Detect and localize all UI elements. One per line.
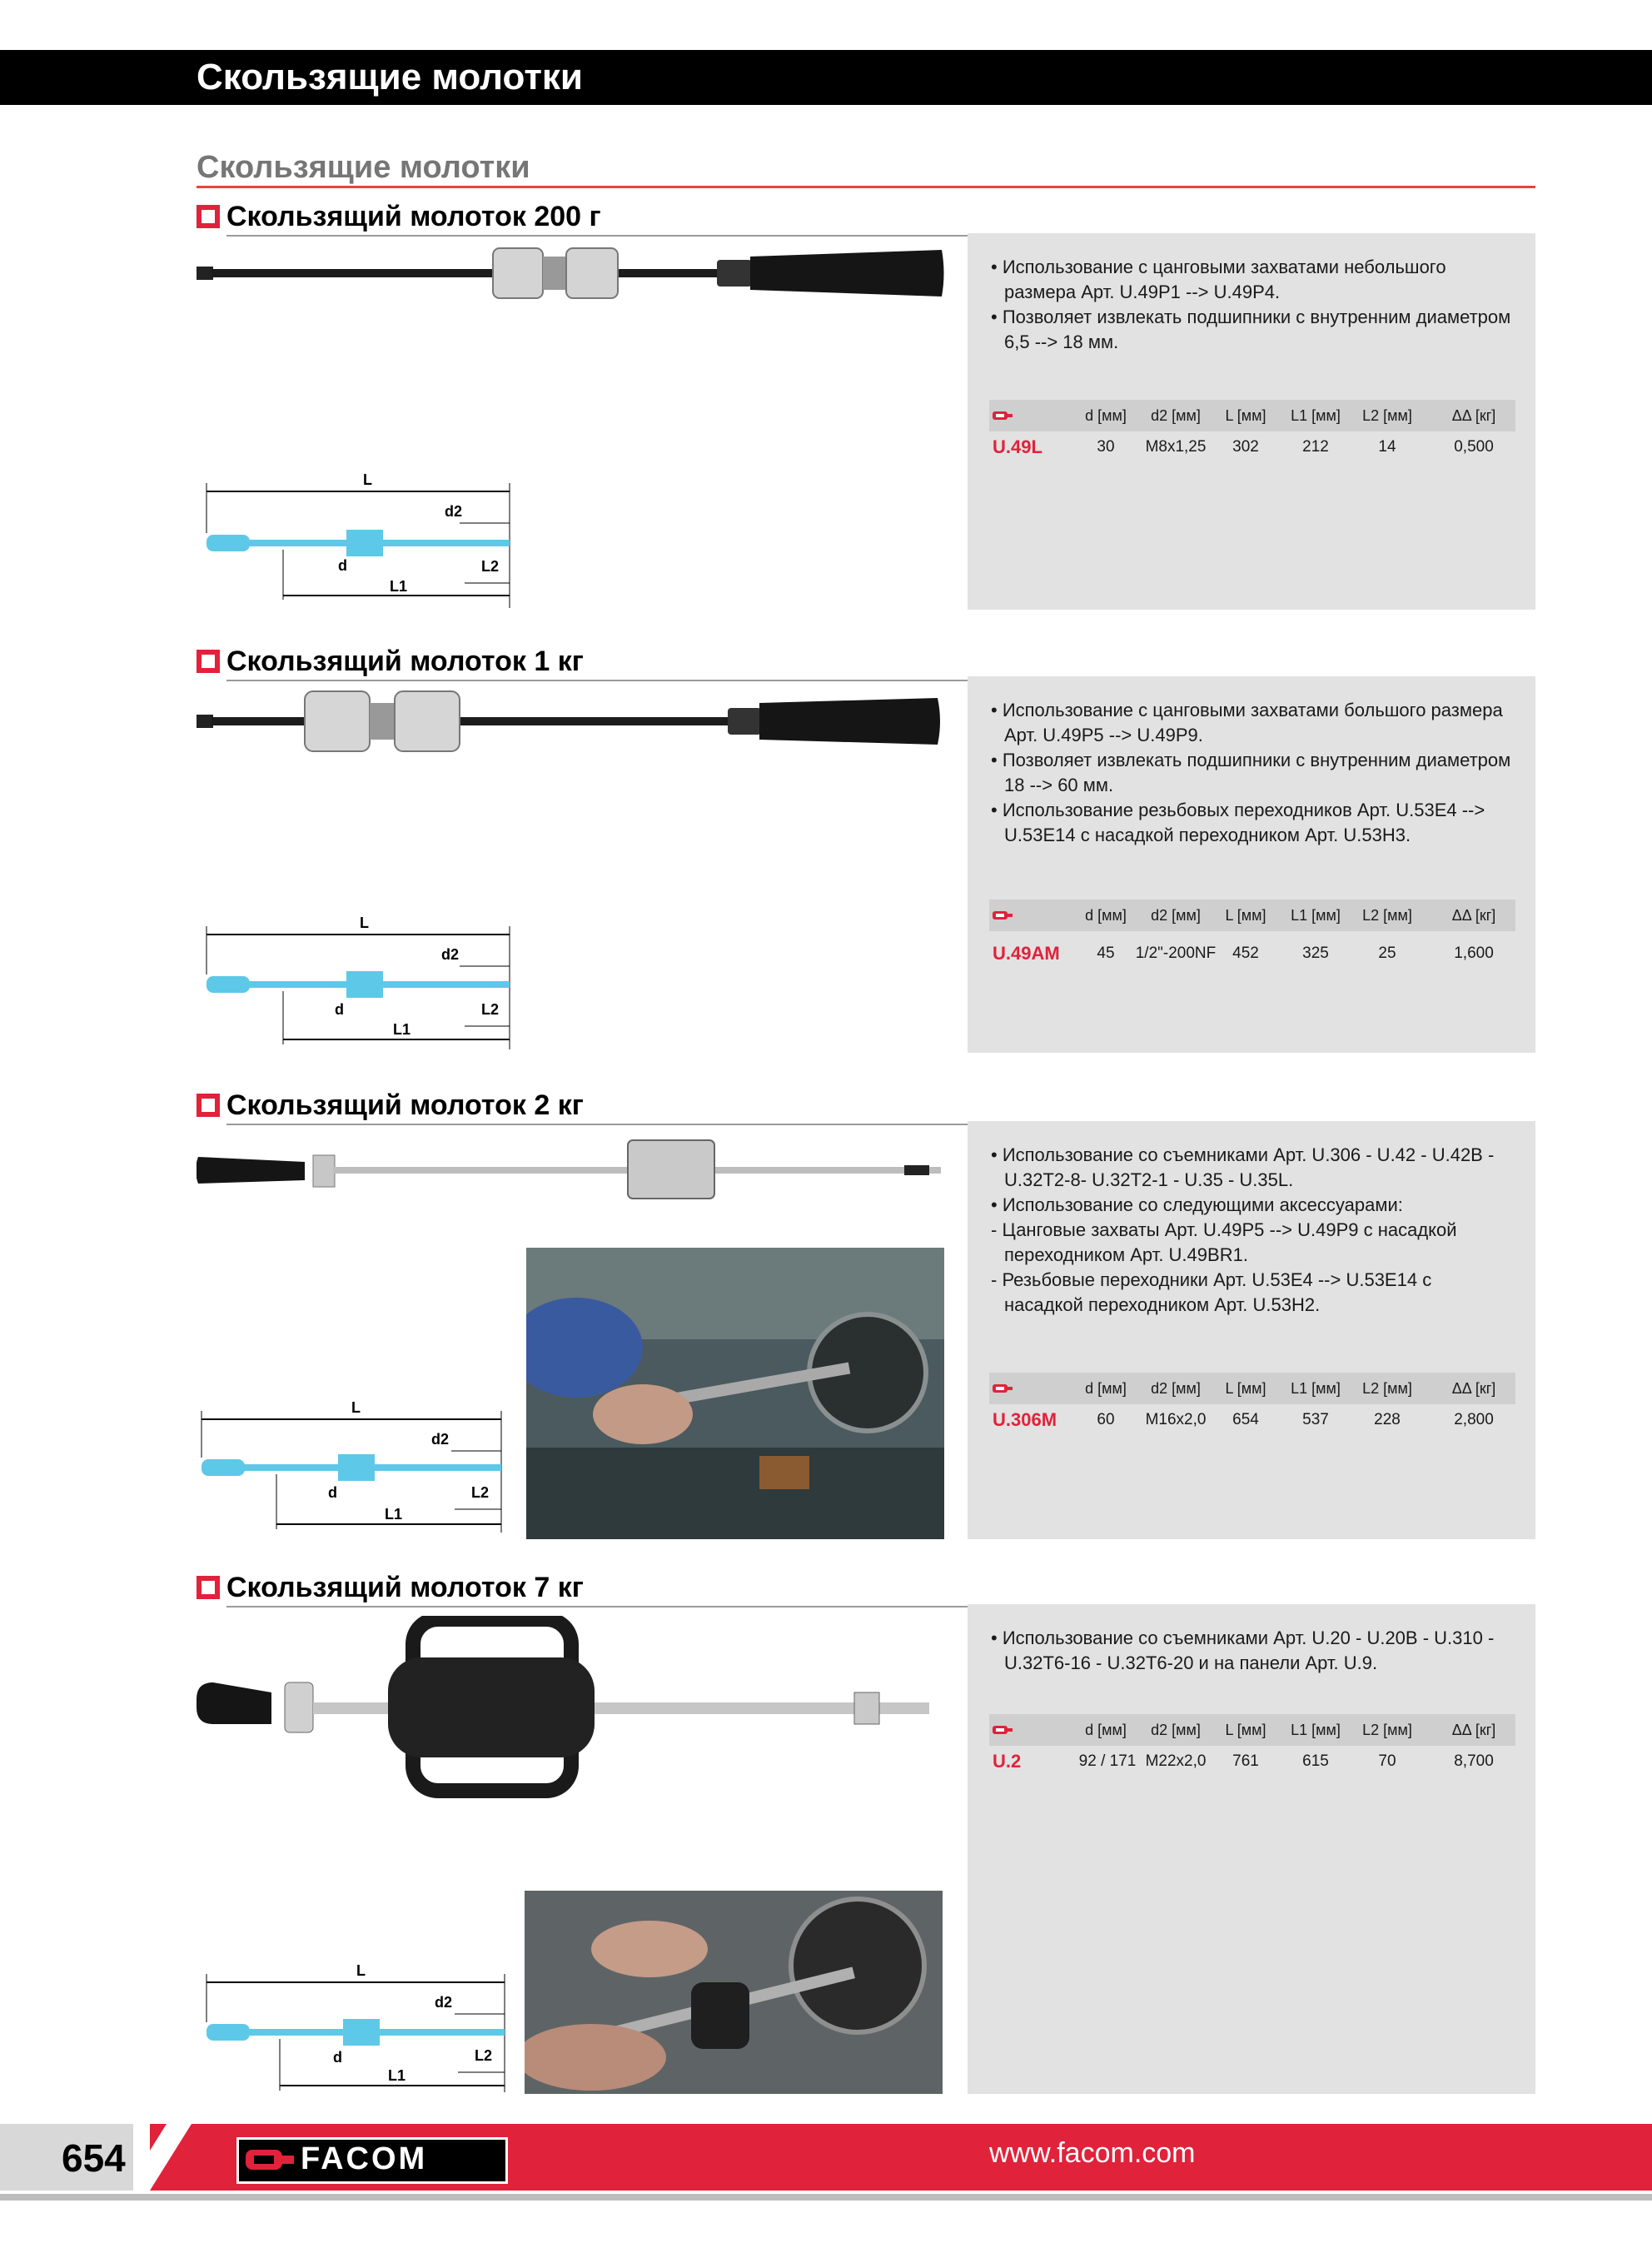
- red-square-icon: [197, 650, 220, 673]
- value-L: 452: [1232, 945, 1259, 962]
- spec-table: [989, 1373, 1515, 1436]
- weight-delta-icon: ΔΔ: [1451, 1722, 1471, 1738]
- col-L2: L2 [мм]: [1362, 1722, 1412, 1738]
- spec-header: [989, 1373, 1515, 1404]
- value-d2: M16x2,0: [1145, 1411, 1207, 1428]
- section-title: Скользящий молоток 200 г: [226, 201, 601, 232]
- value-d: 45: [1097, 945, 1115, 962]
- article-number: U.49L: [993, 436, 1042, 457]
- col-L2: L2 [мм]: [1362, 407, 1412, 424]
- section-heading-200g: [197, 200, 1535, 235]
- value-weight: 1,600: [1454, 945, 1494, 962]
- article-number: U.49AM: [993, 943, 1060, 964]
- value-L2: 228: [1374, 1411, 1401, 1428]
- description: [991, 1143, 1515, 1318]
- value-d2: M8x1,25: [1145, 438, 1207, 456]
- website-link[interactable]: www.facom.com: [989, 2137, 1196, 2169]
- label-L2: L2: [481, 558, 500, 575]
- article-number: U.306M: [993, 1409, 1057, 1430]
- label-L2: L2: [481, 1001, 500, 1018]
- col-L1: L1 [мм]: [1291, 407, 1341, 424]
- col-d2: d2 [мм]: [1151, 907, 1201, 924]
- slide-hammer-7kg-image: [197, 1616, 946, 1807]
- col-d: d [мм]: [1085, 1380, 1127, 1397]
- facom-brand-icon: [993, 910, 1014, 921]
- col-L1: L1 [мм]: [1291, 1380, 1341, 1397]
- description-line: - Цанговые захваты Арт. U.49P5 --> U.49P9 с насадкой переходником Арт. U.49BR1.: [991, 1219, 1457, 1265]
- section-heading-2kg: [197, 1089, 1535, 1124]
- label-L1: L1: [388, 2067, 406, 2084]
- dimension-diagram-7kg: [197, 1957, 513, 2099]
- value-L1: 325: [1302, 945, 1329, 962]
- slide-hammer-2kg-image: [197, 1137, 946, 1204]
- value-d: 92 / 171: [1078, 1752, 1137, 1770]
- col-d: d [мм]: [1085, 407, 1127, 424]
- col-d2: d2 [мм]: [1151, 1722, 1201, 1738]
- description-line: - Резьбовые переходники Арт. U.53E4 --> U.53E14 с насадкой переходником Арт. U.53H2.: [991, 1269, 1432, 1315]
- label-L1: L1: [385, 1506, 403, 1523]
- col-d: d [мм]: [1085, 1722, 1127, 1738]
- col-weight: ΔΔ [кг]: [1451, 907, 1496, 924]
- description: [991, 1626, 1515, 1676]
- facom-brand-icon: [993, 1724, 1014, 1736]
- footer-bottom-rule: [0, 2194, 1652, 2201]
- workshop-photo-7kg: [525, 1891, 943, 2094]
- description-line: • Использование резьбовых переходников Арт. U.53E4 --> U.53E14 с насадкой переходником Арт. U.53H3.: [991, 800, 1485, 845]
- value-L2: 25: [1378, 945, 1396, 962]
- value-L2: 14: [1378, 438, 1396, 456]
- article-number: U.2: [993, 1751, 1022, 1772]
- col-L: L [мм]: [1225, 407, 1266, 424]
- section-title: Скользящий молоток 1 кг: [226, 645, 584, 677]
- facom-brand-icon: [993, 1383, 1014, 1394]
- spec-header: [989, 1714, 1515, 1746]
- value-L2: 70: [1378, 1752, 1396, 1770]
- brand-name: FACOM: [301, 2141, 428, 2176]
- label-d2: d2: [435, 1994, 453, 2011]
- info-panel-7kg: [968, 1604, 1535, 2094]
- value-d: 60: [1097, 1411, 1115, 1428]
- slide-hammer-1kg-image: [197, 688, 946, 755]
- section-heading-1kg: [197, 645, 1535, 680]
- col-L2: L2 [мм]: [1362, 907, 1412, 924]
- page-header-bar: [0, 50, 1652, 105]
- label-d2: d2: [431, 1431, 450, 1448]
- info-panel-1kg: [968, 676, 1535, 1053]
- red-square-icon: [197, 1094, 220, 1117]
- spec-table: [989, 1714, 1515, 1777]
- label-d: d: [328, 1484, 337, 1501]
- spec-table: [989, 400, 1515, 463]
- col-L2: L2 [мм]: [1362, 1380, 1412, 1397]
- section-title: Скользящий молоток 2 кг: [226, 1089, 584, 1121]
- value-L: 302: [1232, 438, 1259, 456]
- page-number: 654: [62, 2136, 126, 2180]
- spec-row: [989, 938, 1515, 969]
- weight-delta-icon: ΔΔ: [1451, 907, 1471, 924]
- description-line: • Использование со съемниками Арт. U.20 - U.20B - U.310 - U.32T6-16 - U.32T6-20 и на панели Арт. U.9.: [991, 1627, 1495, 1673]
- spec-header: [989, 400, 1515, 431]
- workshop-photo-2kg: [526, 1248, 944, 1539]
- label-d2: d2: [441, 946, 460, 963]
- value-L1: 212: [1302, 438, 1329, 456]
- weight-delta-icon: ΔΔ: [1451, 407, 1471, 424]
- value-weight: 8,700: [1454, 1752, 1494, 1770]
- info-panel-200g: [968, 233, 1535, 610]
- page-footer: [0, 2124, 1652, 2201]
- section-subtitle: Скользящие молотки: [197, 150, 530, 185]
- col-L1: L1 [мм]: [1291, 907, 1341, 924]
- red-square-icon: [197, 205, 220, 228]
- page-title: Скользящие молотки: [197, 57, 583, 97]
- slide-hammer-200g-image: [197, 242, 946, 308]
- value-L: 654: [1232, 1411, 1259, 1428]
- label-L2: L2: [471, 1484, 490, 1501]
- info-panel-2kg: [968, 1121, 1535, 1539]
- spec-header: [989, 900, 1515, 931]
- col-L: L [мм]: [1225, 907, 1266, 924]
- spec-row: [989, 1404, 1515, 1436]
- facom-logo-icon: [246, 2146, 296, 2173]
- description: [991, 255, 1515, 355]
- col-L: L [мм]: [1225, 1380, 1266, 1397]
- label-L1: L1: [393, 1021, 411, 1038]
- section-title: Скользящий молоток 7 кг: [226, 1572, 584, 1603]
- facom-logo: [236, 2137, 508, 2184]
- value-weight: 2,800: [1454, 1411, 1494, 1428]
- description: [991, 698, 1515, 848]
- weight-delta-icon: ΔΔ: [1451, 1380, 1471, 1397]
- col-d2: d2 [мм]: [1151, 1380, 1201, 1397]
- subtitle-divider: [197, 186, 1535, 188]
- spec-table: [989, 900, 1515, 969]
- label-d: d: [333, 2049, 342, 2066]
- description-line: • Позволяет извлекать подшипники с внутренним диаметром 18 --> 60 мм.: [991, 750, 1511, 795]
- description-line: • Использование со следующими аксессуарами:: [991, 1194, 1403, 1215]
- label-d: d: [335, 1001, 344, 1018]
- col-L: L [мм]: [1225, 1722, 1266, 1738]
- spec-row: [989, 1746, 1515, 1777]
- spec-row: [989, 431, 1515, 463]
- value-d: 30: [1097, 438, 1115, 456]
- value-d2: 1/2"-200NF: [1135, 945, 1217, 962]
- label-L1: L1: [390, 578, 408, 595]
- value-L: 761: [1232, 1752, 1259, 1770]
- label-L: L: [351, 1399, 361, 1416]
- label-L2: L2: [475, 2047, 493, 2064]
- value-d2: M22x2,0: [1145, 1752, 1207, 1770]
- label-d: d: [338, 557, 347, 574]
- red-square-icon: [197, 1576, 220, 1599]
- dimension-diagram-1kg: [197, 908, 521, 1049]
- facom-brand-icon: [993, 410, 1014, 421]
- value-L1: 615: [1302, 1752, 1329, 1770]
- col-weight: ΔΔ [кг]: [1451, 407, 1496, 424]
- label-L: L: [360, 915, 369, 931]
- col-d: d [мм]: [1085, 907, 1127, 924]
- col-weight: ΔΔ [кг]: [1451, 1722, 1496, 1738]
- col-L1: L1 [мм]: [1291, 1722, 1341, 1738]
- col-weight: ΔΔ [кг]: [1451, 1380, 1496, 1397]
- label-L: L: [363, 471, 372, 488]
- description-line: • Позволяет извлекать подшипники с внутренним диаметром 6,5 --> 18 мм.: [991, 307, 1511, 352]
- dimension-diagram-200g: [197, 466, 521, 608]
- col-d2: d2 [мм]: [1151, 407, 1201, 424]
- description-line: • Использование с цанговыми захватами большого размера Арт. U.49P5 --> U.49P9.: [991, 700, 1503, 745]
- footer-slant: [125, 2124, 192, 2191]
- dimension-diagram-2kg: [197, 1399, 513, 1541]
- label-d2: d2: [445, 503, 463, 520]
- description-line: • Использование со съемниками Арт. U.306 - U.42 - U.42B - U.32T2-8- U.32T2-1 - U.35 - U.35L.: [991, 1144, 1495, 1190]
- value-L1: 537: [1302, 1411, 1329, 1428]
- section-heading-7kg: [197, 1571, 1535, 1606]
- label-L: L: [356, 1962, 366, 1979]
- description-line: • Использование с цанговыми захватами небольшого размера Арт. U.49P1 --> U.49P4.: [991, 257, 1446, 302]
- value-weight: 0,500: [1454, 438, 1494, 456]
